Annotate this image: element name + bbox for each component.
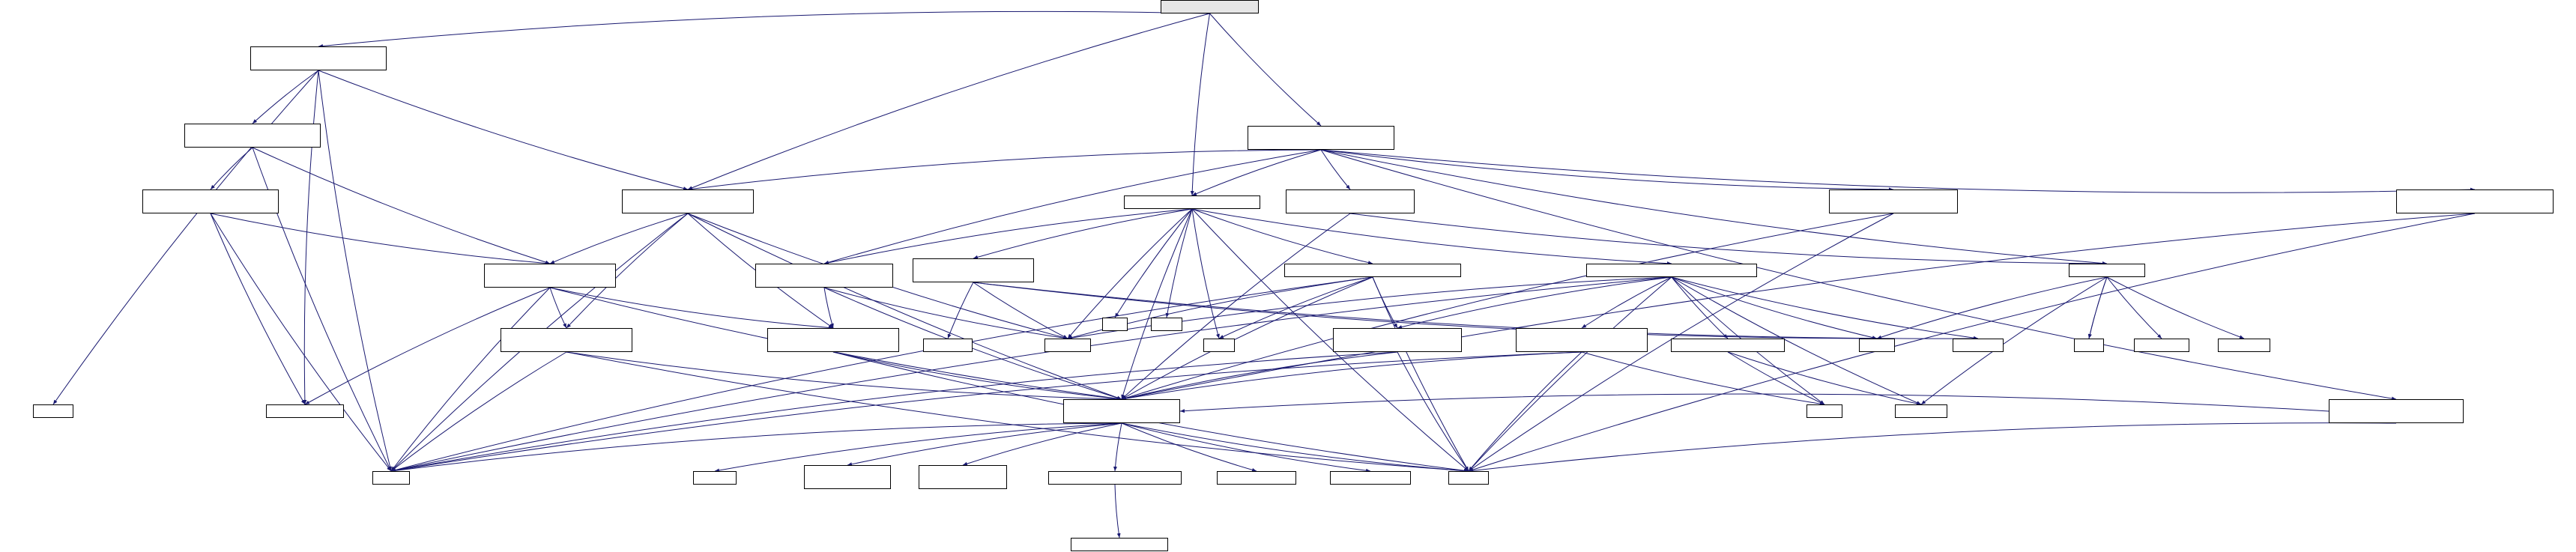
graph-edge [1469, 423, 2396, 471]
graph-node[interactable] [1048, 471, 1182, 485]
graph-edge [391, 277, 1672, 471]
graph-edge [1321, 150, 2475, 192]
graph-edge [1672, 277, 1978, 339]
graph-node[interactable] [2134, 339, 2189, 352]
graph-node[interactable] [2069, 264, 2145, 277]
graph-node[interactable] [372, 471, 410, 485]
graph-node[interactable] [2218, 339, 2270, 352]
graph-edge [1321, 150, 2107, 264]
graph-edge [391, 352, 566, 471]
graph-edge [1321, 150, 1350, 189]
graph-node[interactable] [919, 465, 1007, 489]
graph-node[interactable] [1586, 264, 1757, 277]
graph-edge [688, 213, 1122, 399]
graph-node[interactable] [767, 328, 899, 352]
graph-edge [824, 209, 1192, 264]
graph-edge [1728, 352, 1824, 404]
graph-edge [2107, 277, 2244, 339]
graph-node[interactable] [1895, 404, 1947, 418]
graph-node[interactable] [1859, 339, 1895, 352]
graph-node[interactable] [1671, 339, 1785, 352]
graph-node[interactable] [1953, 339, 2004, 352]
graph-node[interactable] [484, 264, 616, 288]
graph-edge [550, 288, 833, 328]
graph-edge [1122, 352, 1582, 399]
graph-node[interactable] [1286, 189, 1415, 213]
graph-node[interactable] [1448, 471, 1489, 485]
graph-edge [1672, 277, 1877, 339]
graph-node[interactable] [33, 404, 73, 418]
graph-node[interactable] [184, 124, 321, 148]
graph-edge [973, 282, 1068, 339]
graph-edge [688, 13, 1210, 189]
graph-edge [253, 70, 318, 124]
graph-edge [1122, 213, 1350, 399]
graph-edge [318, 11, 1210, 46]
graph-edge [391, 352, 1397, 471]
graph-edge [566, 352, 1469, 471]
graph-edge [253, 148, 550, 264]
graph-edge [1321, 150, 2396, 399]
graph-node[interactable] [1063, 399, 1180, 423]
graph-node[interactable] [1330, 471, 1411, 485]
graph-node[interactable] [693, 471, 737, 485]
graph-edge [1122, 209, 1192, 399]
graph-node[interactable] [2074, 339, 2104, 352]
graph-edge [1115, 423, 1122, 471]
graph-node[interactable] [1284, 264, 1461, 277]
graph-edge [1192, 209, 1672, 264]
graph-edge [391, 352, 1582, 471]
graph-node[interactable] [1124, 195, 1260, 209]
graph-edge [1122, 423, 1469, 471]
graph-edge [566, 352, 1122, 399]
graph-edge [1122, 352, 1397, 399]
graph-node[interactable] [1151, 318, 1182, 331]
graph-node[interactable] [2329, 399, 2464, 423]
graph-edge [1192, 13, 1210, 195]
graph-edge [948, 282, 973, 339]
graph-edge [1122, 423, 1370, 471]
graph-edge [1321, 150, 1893, 189]
graph-node[interactable] [250, 46, 387, 70]
graph-edge [824, 288, 833, 328]
graph-edge [1397, 352, 1469, 471]
graph-edge [1210, 13, 1322, 126]
graph-node[interactable] [1806, 404, 1842, 418]
graph-edge [391, 288, 550, 471]
graph-edge [391, 423, 1122, 471]
graph-node[interactable] [1161, 0, 1259, 13]
graph-node[interactable] [1044, 339, 1091, 352]
graph-node[interactable] [501, 328, 632, 352]
graph-node[interactable] [1102, 318, 1128, 331]
graph-edge [1582, 277, 1672, 328]
graph-edge [211, 213, 305, 404]
graph-edge [1350, 213, 2107, 264]
graph-node[interactable] [1516, 328, 1648, 352]
graph-edge [391, 277, 1373, 471]
graph-edge [833, 352, 1122, 399]
graph-node[interactable] [1203, 339, 1235, 352]
graph-edge [1122, 213, 2475, 399]
graph-node[interactable] [804, 465, 891, 489]
graph-edge [1122, 213, 1893, 399]
graph-edge [1582, 352, 1824, 404]
graph-edge [1180, 394, 2329, 411]
graph-edge [550, 213, 688, 264]
graph-edge [2107, 277, 2162, 339]
graph-edge [1672, 277, 1728, 339]
graph-edge [2089, 277, 2107, 339]
graph-node[interactable] [1333, 328, 1462, 352]
graph-edge [973, 209, 1192, 258]
graph-edge [1192, 150, 1321, 195]
graph-node[interactable] [142, 189, 279, 213]
graph-node[interactable] [2396, 189, 2554, 213]
graph-node[interactable] [1829, 189, 1958, 213]
graph-edge [1115, 485, 1119, 538]
graph-edge [1122, 423, 1257, 471]
graph-edge [211, 213, 550, 264]
graph-edge [1373, 277, 1469, 471]
graph-node[interactable] [1217, 471, 1296, 485]
graph-edge [318, 70, 688, 189]
graph-edge [1373, 277, 1397, 328]
graph-node[interactable] [923, 339, 973, 352]
graph-node[interactable] [913, 258, 1034, 282]
graph-edge [211, 148, 253, 189]
graph-edge [1192, 209, 1373, 264]
graph-edge [1469, 277, 1672, 471]
graph-edge [550, 288, 566, 328]
graph-node[interactable] [622, 189, 754, 213]
graph-edge [1728, 352, 1921, 404]
graph-edge [688, 150, 1321, 189]
graph-edge [963, 423, 1122, 465]
graph-edge [847, 423, 1122, 465]
graph-node[interactable] [755, 264, 893, 288]
graph-edge [211, 213, 391, 471]
graph-node[interactable] [266, 404, 344, 418]
graph-node[interactable] [1071, 538, 1168, 551]
graph-edge [1192, 209, 1219, 339]
graph-edge [1115, 209, 1192, 318]
graph-edge [53, 70, 318, 404]
graph-node[interactable] [1248, 126, 1394, 150]
graph-edge [1397, 277, 1672, 328]
graph-edge [1877, 277, 2107, 339]
graph-edge [715, 423, 1122, 471]
graph-edge [1167, 209, 1192, 318]
graph-edge [1469, 352, 1582, 471]
graph-edge [2089, 277, 2107, 339]
graph-edge [304, 70, 318, 404]
